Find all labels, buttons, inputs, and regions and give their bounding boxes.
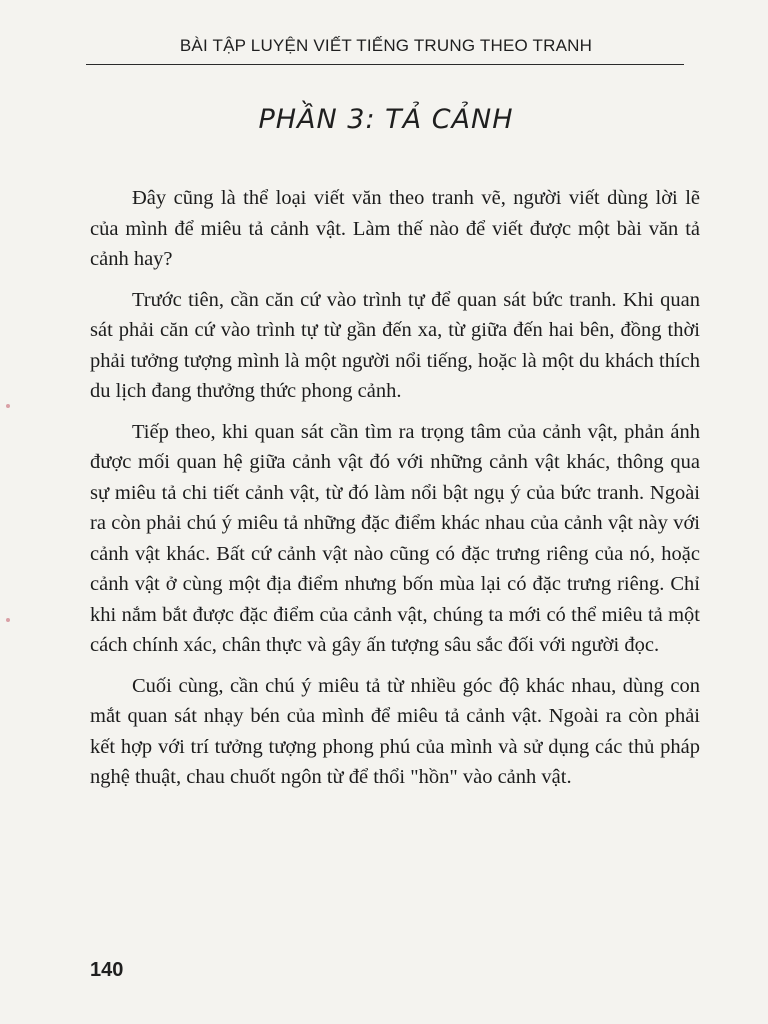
paragraph-1: Đây cũng là thể loại viết văn theo tranh vẽ, người viết dùng lời lẽ của mình để miêu tả cảnh vật. Làm thế nào để viết được một bài văn tả cảnh hay? (90, 187, 700, 270)
paragraph-3: Tiếp theo, khi quan sát cần tìm ra trọng tâm của cảnh vật, phản ánh được mối quan hệ giữa cảnh vật đó với những cảnh vật khác, thông qua sự miêu tả chi tiết cảnh vật, từ đó làm nổi bật ngụ ý của bức tranh. Ngoài ra còn phải chú ý miêu tả những đặc điểm khác nhau của cảnh vật này với cảnh vật khác. Bất cứ cảnh vật nào cũng có đặc trưng riêng của nó, hoặc cảnh vật ở cùng một địa điểm nhưng bốn mùa lại có đặc trưng riêng. Chỉ khi nắm bắt được đặc điểm của cảnh vật, chúng ta mới có thể miêu tả một cách chính xác, chân thực và gây ấn tượng sâu sắc đối với người đọc. (90, 420, 700, 656)
page-number: 140 (90, 959, 124, 981)
paragraph-4: Cuối cùng, cần chú ý miêu tả từ nhiều góc độ khác nhau, dùng con mắt quan sát nhạy bén của mình để miêu tả cảnh vật. Ngoài ra còn phải kết hợp với trí tưởng tượng phong phú của mình và sử dụng các thủ pháp nghệ thuật, chau chuốt ngôn từ để thổi "hồn" vào cảnh vật. (90, 674, 700, 788)
header-rule (86, 64, 684, 65)
running-header: BÀI TẬP LUYỆN VIẾT TIẾNG TRUNG THEO TRANH (179, 36, 593, 55)
section-title: PHẦN 3: TẢ CẢNH (258, 104, 514, 135)
margin-speck (6, 404, 10, 408)
body-text (90, 183, 700, 803)
paragraph-2: Trước tiên, cần căn cứ vào trình tự để quan sát bức tranh. Khi quan sát phải căn cứ vào trình tự từ gần đến xa, từ giữa đến hai bên, đồng thời phải tưởng tượng mình là một người nổi tiếng, hoặc là một du khách thích du lịch đang thưởng thức phong cảnh. (90, 288, 700, 402)
margin-speck (6, 618, 10, 622)
